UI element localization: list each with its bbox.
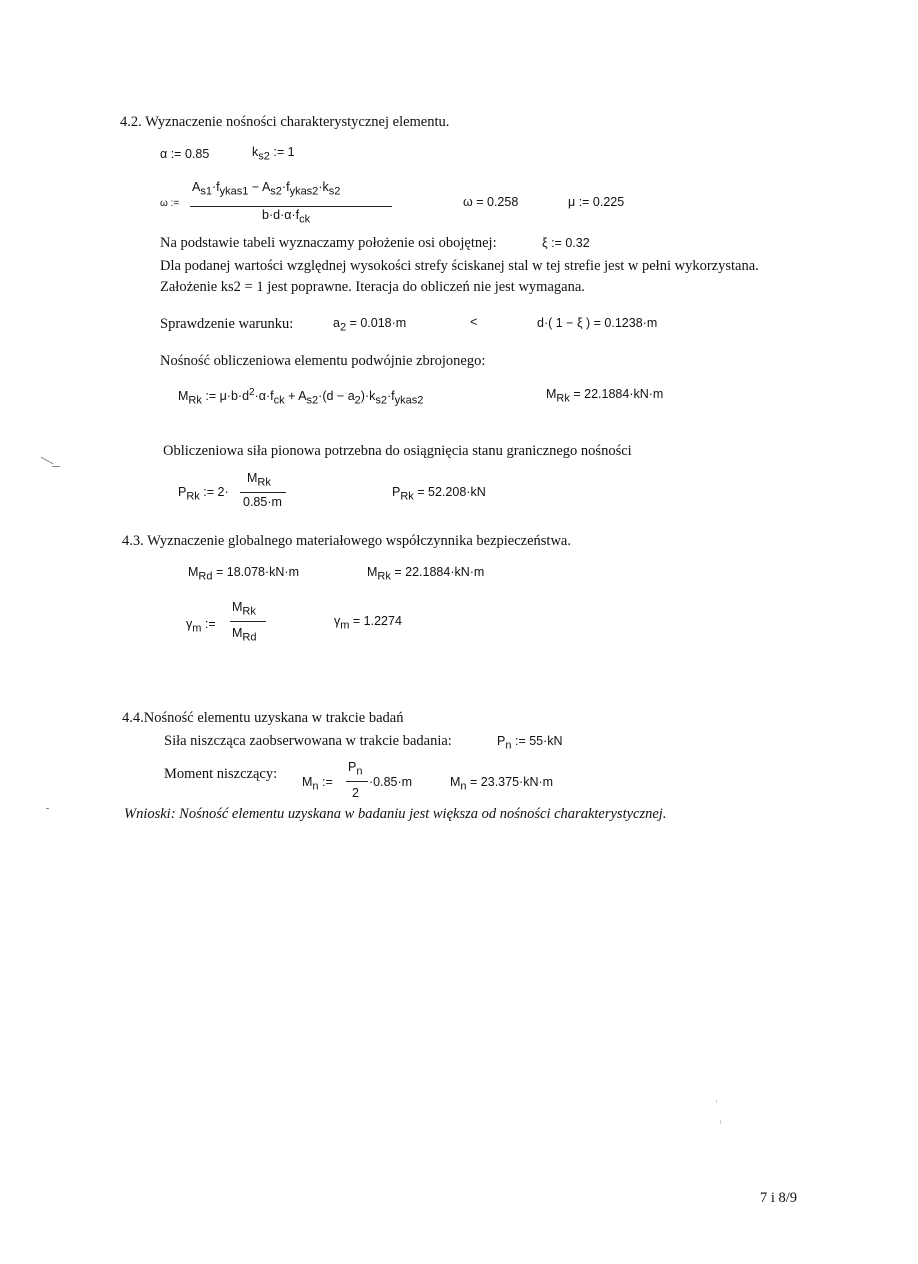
- section-4-3-heading: 4.3. Wyznaczenie globalnego materiałowego współczynnika bezpieczeństwa.: [122, 533, 571, 549]
- prk-result: $P_{Rk} = 52.208\cdot kN$: [392, 485, 486, 503]
- force-label: Obliczeniowa siła pionowa potrzebna do osiągnięcia stanu granicznego nośności: [163, 443, 632, 459]
- scan-mark: [716, 1100, 717, 1103]
- omega-numerator: $A_{s1}\cdot f_{ykas1} - A_{s2}\cdot f_{ykas2}\cdot k_{s2}$: [192, 180, 341, 198]
- omega-lhs: ω :=: [160, 198, 180, 209]
- omega-result: ω = 0.258: [463, 195, 519, 209]
- prk-numerator: $M_{Rk}$: [247, 471, 271, 489]
- neutral-axis-text: Na podstawie tabeli wyznaczamy położenie osi obojętnej:: [160, 235, 497, 251]
- condition-rhs: d·( 1 − ξ ) = 0.1238·m: [537, 316, 658, 330]
- alpha-definition: α := 0.85: [160, 147, 210, 161]
- mn-fraction-bar: [346, 781, 368, 782]
- mn-denominator: 2: [352, 786, 359, 800]
- mn-result: $M_n = 23.375\cdot kN\cdot m$: [450, 775, 554, 793]
- prk-denominator: 0.85·m: [243, 495, 282, 509]
- mu-definition: μ := 0.225: [568, 195, 625, 209]
- less-than-sign: <: [470, 315, 478, 329]
- page-number: 7 i 8/9: [760, 1190, 798, 1206]
- gamma-lhs: $\gamma_m$ :=: [186, 617, 216, 635]
- mrd-value: $M_{Rd} = 18.078\cdot kN\cdot m$: [188, 565, 299, 583]
- a2-value: $a_2 = 0.018\cdot m$: [333, 316, 407, 334]
- mn-factor: ·0.85·m: [369, 775, 413, 789]
- mrk-result: $M_{Rk} = 22.1884\cdot kN\cdot m$: [546, 387, 664, 405]
- gamma-denominator: $M_{Rd}$: [232, 626, 257, 644]
- scan-mark: [52, 466, 60, 467]
- prk-lhs: $P_{Rk}$ := 2·: [178, 485, 229, 503]
- mrk-formula: $M_{Rk}$ := $\mu\cdot b\cdot d^2\cdot\alpha\cdot f_{ck} + A_{s2}\cdot(d - a_2)\cdot k_{s2}\cdot f_{ykas2}$: [178, 387, 424, 407]
- mn-lhs: $M_n$ :=: [302, 775, 333, 793]
- pn-value: $P_n$ := 55·kN: [497, 734, 563, 752]
- failure-force-text: Siła niszcząca zaobserwowana w trakcie badania:: [164, 733, 452, 749]
- assumption-text: Założenie ks2 = 1 jest poprawne. Iteracja do obliczeń nie jest wymagana.: [160, 279, 585, 295]
- section-4-2-heading: 4.2. Wyznaczenie nośności charakterystycznej elementu.: [120, 114, 450, 130]
- xi-definition: ξ := 0.32: [542, 236, 590, 250]
- omega-denominator: $b\cdot d\cdot\alpha\cdot f_{ck}$: [262, 208, 311, 226]
- mrk-value: $M_{Rk} = 22.1884\cdot kN\cdot m$: [367, 565, 485, 583]
- capacity-label: Nośność obliczeniowa elementu podwójnie zbrojonego:: [160, 353, 486, 369]
- scan-mark: [720, 1120, 721, 1124]
- steel-utilization-text: Dla podanej wartości względnej wysokości strefy ściskanej stal w tej strefie jest w pełni wykorzystana.: [160, 258, 759, 274]
- condition-check-label: Sprawdzenie warunku:: [160, 316, 294, 332]
- gamma-fraction-bar: [230, 621, 266, 622]
- mn-numerator: $P_n$: [348, 760, 363, 778]
- gamma-result: $\gamma_m = 1.2274$: [334, 614, 402, 632]
- omega-fraction-bar: [190, 206, 392, 207]
- failure-moment-text: Moment niszczący:: [164, 766, 278, 782]
- ks2-definition: $k_{s2}$ := 1: [252, 145, 295, 163]
- conclusion-text: Wnioski: Nośność elementu uzyskana w badaniu jest większa od nośności charakterystycznej.: [124, 806, 667, 822]
- scan-mark: [46, 808, 49, 809]
- gamma-numerator: $M_{Rk}$: [232, 600, 256, 618]
- scan-mark: [41, 457, 54, 464]
- prk-fraction-bar: [240, 492, 286, 493]
- section-4-4-heading: 4.4.Nośność elementu uzyskana w trakcie badań: [122, 710, 404, 726]
